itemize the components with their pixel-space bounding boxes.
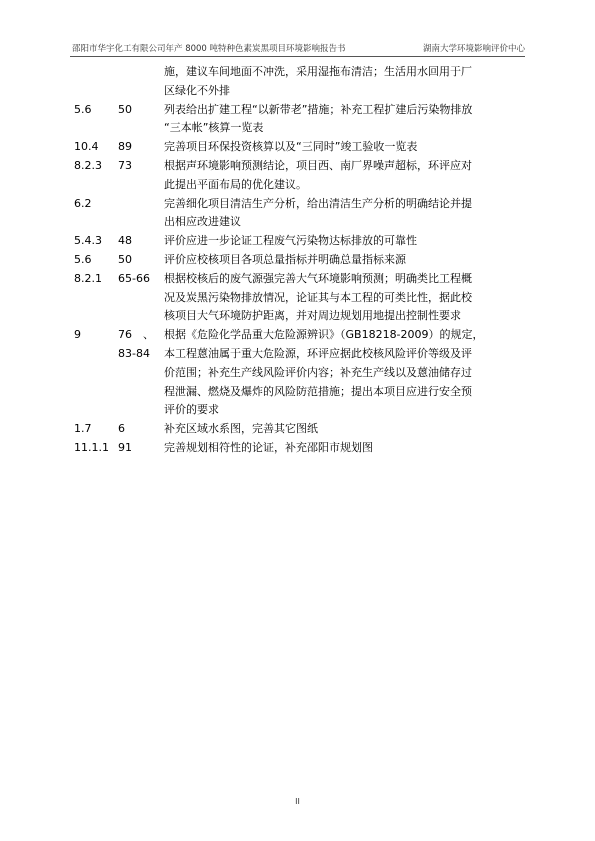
description-line: 完善规划相符性的论证，补充邵阳市规划图: [164, 440, 373, 454]
page-reference-line: 91: [118, 440, 132, 454]
revision-description: [164, 138, 519, 157]
revision-description: [164, 63, 519, 101]
table-row: [74, 270, 529, 326]
page-reference: [118, 251, 164, 270]
table-row: [74, 63, 529, 101]
description-line: 此提出平面布局的优化建议。: [164, 177, 307, 191]
page-reference-line: 6: [118, 422, 125, 436]
description-line: 出相应改进建议: [164, 215, 241, 229]
section-number: 11.1.1: [74, 440, 109, 454]
page-header: [70, 42, 525, 56]
description-line: “三本帐”核算一览表: [164, 121, 264, 135]
page-reference-line: 50: [118, 102, 132, 116]
description-line: 施，建议车间地面不冲洗，采用湿拖布清洁；生活用水回用于厂: [164, 65, 472, 78]
section-number: 10.4: [74, 140, 99, 154]
revision-description: [164, 101, 519, 139]
revision-description: [164, 420, 519, 439]
table-row: [74, 157, 529, 195]
page-reference: [118, 270, 164, 289]
table-row: [74, 138, 529, 157]
section-number: 8.2.1: [74, 271, 102, 285]
page-reference-line: 83-84: [118, 346, 150, 360]
description-line: 程泄漏、燃烧及爆炸的风险防范措施；提出本项目应进行安全预: [164, 384, 472, 398]
page-reference: [118, 420, 164, 439]
description-line: 况及炭黑污染物排放情况，论证其与本工程的可类比性，据此校: [164, 290, 472, 304]
description-line: 完善细化项目清洁生产分析，给出清洁生产分析的明确结论并提: [164, 196, 472, 210]
description-line: 价范围；补充生产线风险评价内容；补充生产线以及蒽油储存过: [164, 365, 472, 379]
description-line: 评价应进一步论证工程废气污染物达标排放的可靠性: [164, 234, 417, 248]
table-row: [74, 232, 529, 251]
table-row: [74, 101, 529, 139]
section-number: 8.2.3: [74, 158, 102, 172]
table-row: [74, 326, 529, 420]
revision-description: [164, 270, 519, 326]
description-line: 根据声环境影响预测结论，项目西、南厂界噪声超标，环评应对: [164, 158, 472, 172]
page-reference-line: 50: [118, 252, 132, 266]
revision-description: [164, 326, 519, 420]
page-reference: [118, 326, 164, 364]
table-row: [74, 439, 529, 458]
section-number: 1.7: [74, 422, 92, 436]
section-number: 5.6: [74, 252, 92, 266]
page-reference: [118, 232, 164, 251]
table-row: [74, 251, 529, 270]
header-report-title: 邵阳市华宇化工有限公司年产 8000 吨特种色素炭黑项目环境影响报告书: [72, 44, 346, 54]
description-line: 评价应校核项目各项总量指标并明确总量指标来源: [164, 252, 406, 266]
description-line: 区绿化不外排: [164, 83, 230, 97]
page-number: II: [295, 797, 300, 806]
description-line: 完善项目环保投资核算以及“三同时”竣工验收一览表: [164, 140, 418, 154]
description-line: 本工程蒽油属于重大危险源，环评应据此校核风险评价等级及评: [164, 346, 472, 360]
page-reference: [118, 157, 164, 176]
revision-description: [164, 439, 519, 458]
section-number: 5.6: [74, 102, 92, 116]
description-line: 根据校核后的废气源强完善大气环境影响预测；明确类比工程概: [164, 271, 472, 285]
table-row: [74, 195, 529, 233]
description-line: 补充区域水系图，完善其它图纸: [164, 422, 318, 436]
description-line: 评价的要求: [164, 403, 219, 417]
page-reference-line: 89: [118, 140, 132, 154]
header-divider: [70, 56, 525, 57]
header-organization: 湖南大学环境影响评价中心: [422, 44, 525, 54]
section-number: 5.4.3: [74, 234, 102, 248]
page-reference-line: 73: [118, 158, 132, 172]
section-number: 6.2: [74, 196, 92, 210]
page-reference: [118, 439, 164, 458]
revision-description: [164, 251, 519, 270]
description-line: 核项目大气环境防护距离，并对周边规划用地提出控制性要求: [164, 309, 461, 323]
revision-description: [164, 195, 519, 233]
page-reference-line: 48: [118, 234, 132, 248]
page-reference: [118, 138, 164, 157]
revision-description: [164, 157, 519, 195]
section-number: 9: [74, 328, 81, 342]
page-reference-line: 76 、: [118, 328, 154, 342]
page-reference: [118, 101, 164, 120]
revision-description: [164, 232, 519, 251]
table-row: [74, 420, 529, 439]
revision-table: [74, 63, 529, 458]
description-line: 根据《危险化学品重大危险源辨识》（GB18218-2009）的规定，: [164, 328, 484, 342]
page-reference-line: 65-66: [118, 271, 150, 285]
description-line: 列表给出扩建工程“以新带老”措施；补充工程扩建后污染物排放: [164, 102, 473, 116]
